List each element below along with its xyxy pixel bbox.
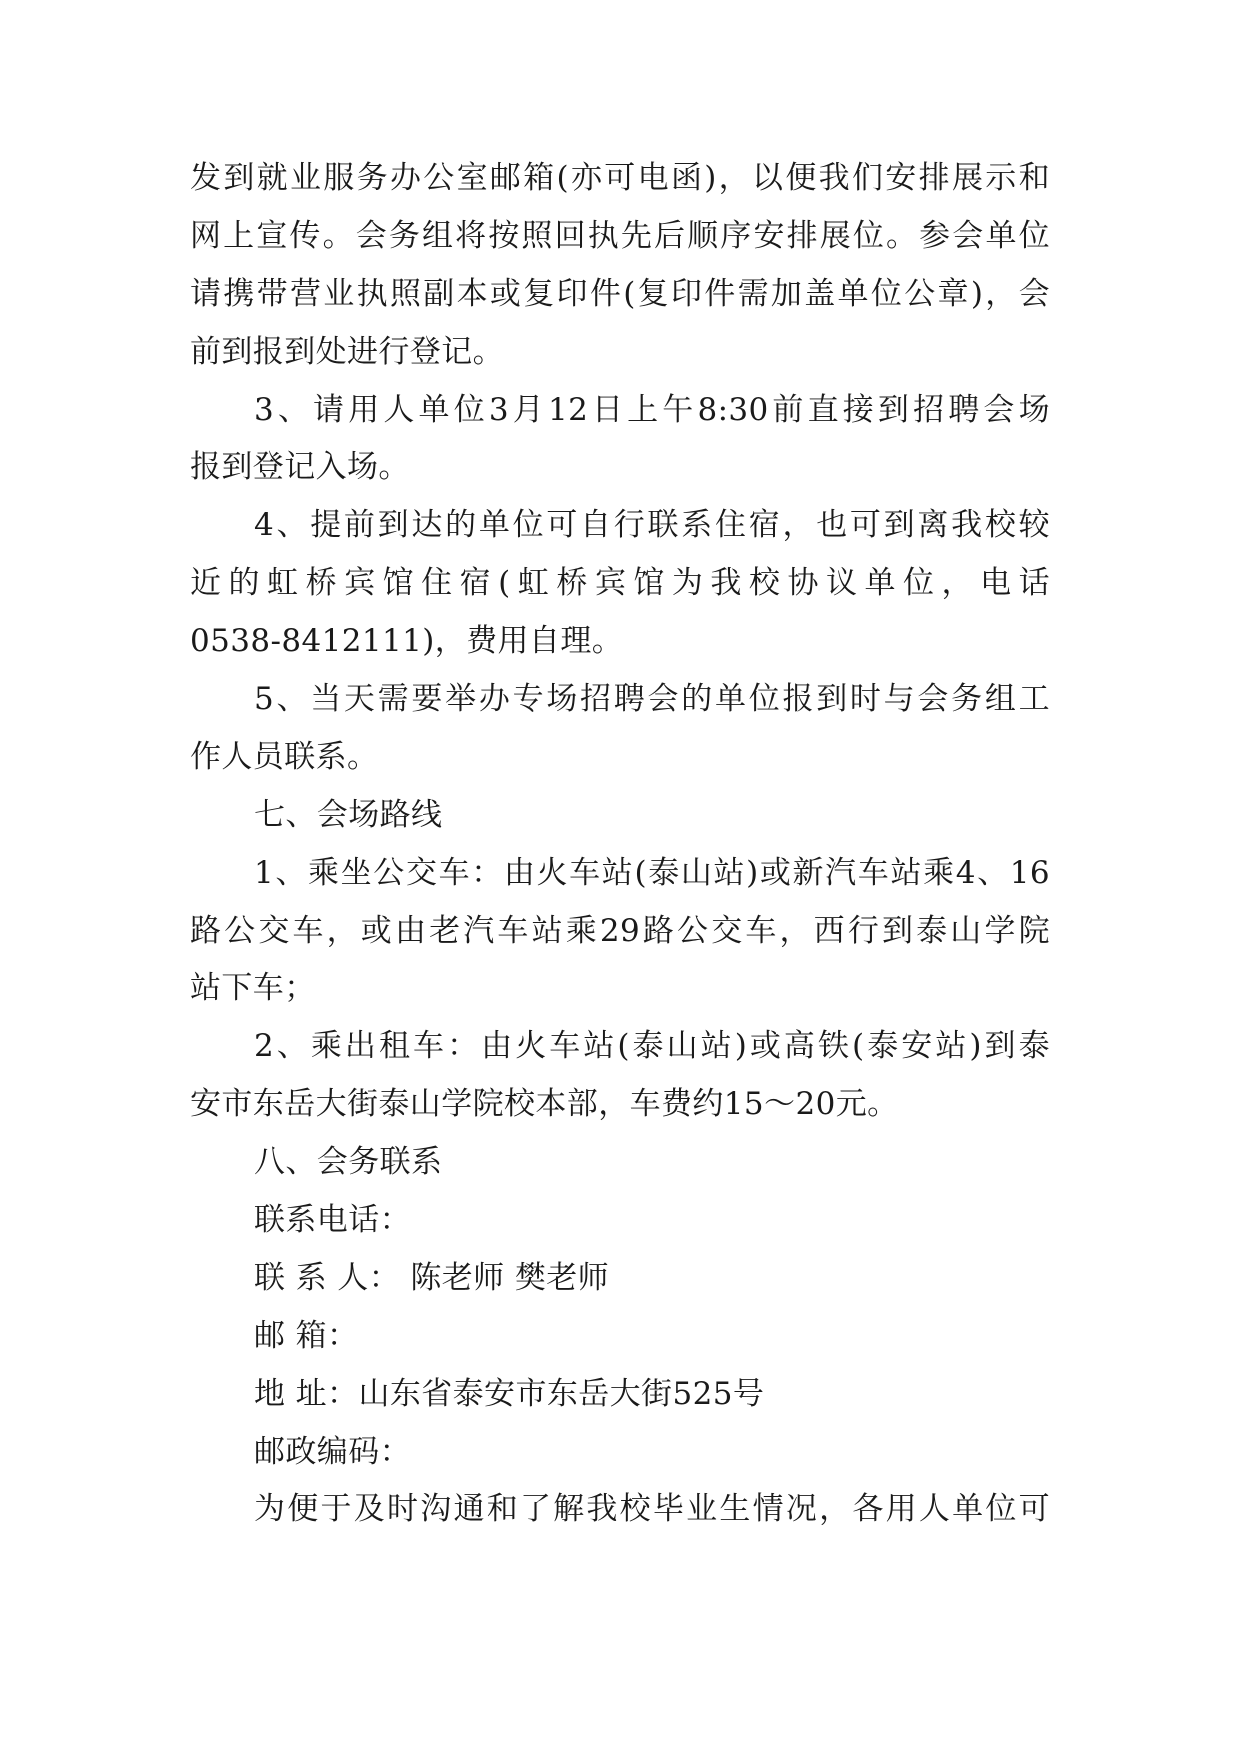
section-heading: 八、会务联系 (254, 1144, 443, 1181)
document-page (190, 150, 1050, 1539)
body-line: 站下车； (190, 970, 316, 1007)
body-line: 4、提前到达的单位可自行联系住宿，也可到离我校较 (254, 507, 1050, 544)
contact-postcode: 邮政编码： (254, 1433, 411, 1470)
body-line: 0538-8412111)，费用自理。 (190, 623, 624, 660)
body-line: 网上宣传。会务组将按照回执先后顺序安排展位。参会单位 (190, 217, 1050, 254)
contact-phone: 联系电话： (254, 1202, 411, 1239)
section-heading: 七、会场路线 (254, 796, 443, 833)
body-line: 安市东岳大街泰山学院校本部，车费约15～20元。 (190, 1086, 899, 1123)
body-line: 近的虹桥宾馆住宿(虹桥宾馆为我校协议单位，电话 (190, 565, 1050, 602)
body-line: 请携带营业执照副本或复印件(复印件需加盖单位公章)，会 (190, 275, 1050, 312)
contact-address: 地 址：山东省泰安市东岳大街525号 (254, 1375, 765, 1412)
contact-person: 联 系 人： 陈老师 樊老师 (254, 1259, 610, 1296)
body-line: 3、请用人单位3月12日上午8:30前直接到招聘会场 (254, 391, 1050, 428)
body-line: 5、当天需要举办专场招聘会的单位报到时与会务组工 (254, 681, 1050, 718)
body-line: 作人员联系。 (190, 738, 379, 775)
body-line: 为便于及时沟通和了解我校毕业生情况，各用人单位可 (254, 1491, 1050, 1528)
body-line: 发到就业服务办公室邮箱(亦可电函)，以便我们安排展示和 (190, 160, 1050, 196)
contact-email: 邮 箱： (254, 1317, 359, 1354)
body-line: 前到报到处进行登记。 (190, 333, 504, 370)
body-line: 路公交车，或由老汽车站乘29路公交车，西行到泰山学院 (190, 912, 1050, 949)
body-line: 1、乘坐公交车：由火车站(泰山站)或新汽车站乘4、16 (254, 854, 1050, 891)
body-line: 报到登记入场。 (190, 449, 410, 486)
body-line: 2、乘出租车：由火车站(泰山站)或高铁(泰安站)到泰 (254, 1028, 1050, 1065)
